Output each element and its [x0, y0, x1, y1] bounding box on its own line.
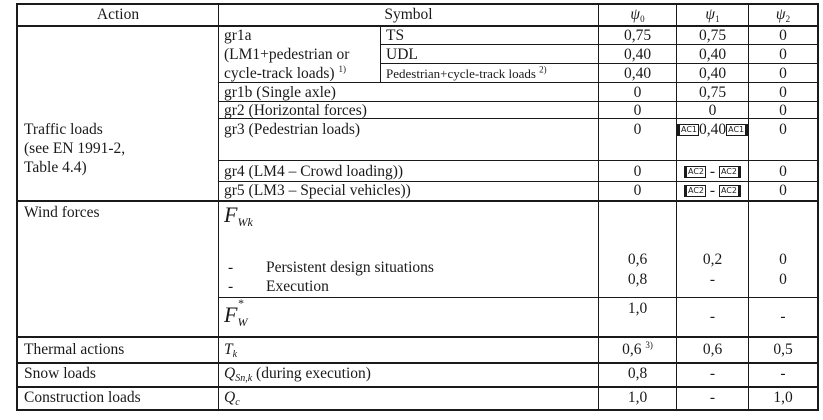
- fw-star-psi0: 1,0: [627, 300, 648, 317]
- ac2-close-marker-icon: AC2: [719, 166, 741, 178]
- fwk-persistent-psi2: 0: [779, 251, 787, 268]
- ped-psi0: 0,40: [623, 65, 652, 82]
- wind-execution-item: - Execution: [228, 278, 329, 295]
- ped-psi1: 0,40: [698, 65, 727, 82]
- table-right-border: [817, 3, 819, 411]
- table-left-border: [16, 3, 18, 411]
- gr5-psi0: 0: [633, 182, 642, 199]
- symbol-fwk: $F_{Wk}$: [224, 202, 253, 229]
- header-psi1: ψ1: [705, 6, 720, 24]
- header-action: Action: [96, 6, 140, 23]
- symbol-gr3: gr3 (Pedestrian loads): [224, 121, 361, 138]
- construction-psi2: 1,0: [773, 389, 793, 406]
- ac1-close-marker-icon: AC1: [726, 124, 748, 136]
- ts-psi2: 0: [779, 27, 787, 44]
- action-wind-forces: Wind forces: [24, 204, 100, 221]
- row-divider: [218, 297, 819, 298]
- symbol-qc: Qc: [224, 389, 240, 408]
- fwk-persistent-psi0: 0,6: [627, 251, 648, 268]
- symbol-udl: UDL: [386, 46, 418, 63]
- gr3-psi2: 0: [779, 121, 787, 138]
- section-divider: [16, 200, 819, 202]
- gr2-psi2: 0: [779, 102, 787, 119]
- symbol-tk: Tk: [224, 341, 238, 360]
- ts-psi1: 0,75: [698, 27, 727, 44]
- header-psi2: ψ2: [775, 6, 791, 24]
- header-psi0: ψ0: [630, 6, 645, 24]
- symbol-gr4: gr4 (LM4 – Crowd loading)): [224, 163, 404, 180]
- action-traffic-loads: Traffic loads (see EN 1991-2, Table 4.4): [24, 121, 126, 176]
- ped-psi2: 0: [779, 65, 787, 82]
- action-snow: Snow loads: [24, 365, 96, 382]
- udl-psi0: 0,40: [623, 46, 652, 63]
- table-bottom-border: [16, 409, 819, 411]
- ac2-open-marker-icon: AC2: [684, 185, 706, 197]
- udl-psi1: 0,40: [698, 46, 727, 63]
- gr1b-psi2: 0: [779, 84, 787, 101]
- ac1-open-marker-icon: AC1: [677, 124, 699, 136]
- fwk-execution-psi1: -: [709, 271, 716, 288]
- symbol-fw-star: F * $_W$: [224, 296, 248, 329]
- gr4-psi1: AC2 - AC2: [677, 162, 748, 181]
- action-thermal: Thermal actions: [24, 341, 125, 358]
- gr4-psi2: 0: [779, 163, 787, 180]
- col-divider-gr1a: [380, 25, 381, 82]
- ac2-open-marker-icon: AC2: [684, 166, 706, 178]
- gr1b-psi1: 0,75: [698, 84, 727, 101]
- gr2-psi1: 0: [708, 102, 717, 119]
- construction-psi0: 1,0: [627, 389, 648, 406]
- symbol-gr5: gr5 (LM3 – Special vehicles)): [224, 182, 411, 199]
- symbol-gr2: gr2 (Horizontal forces): [224, 102, 367, 119]
- udl-psi2: 0: [779, 46, 787, 63]
- fwk-execution-psi2: 0: [779, 271, 787, 288]
- gr1a-label: gr1a (LM1+pedestrian or cycle-track loads) $^{1)}$: [224, 27, 350, 82]
- gr4-psi0: 0: [633, 163, 642, 180]
- ac2-close-marker-icon: AC2: [719, 185, 741, 197]
- row-divider: [218, 160, 819, 161]
- gr5-psi1: AC2 - AC2: [677, 181, 748, 200]
- snow-psi2: -: [780, 365, 786, 382]
- thermal-psi1: 0,6: [702, 341, 723, 358]
- construction-psi1: -: [709, 389, 716, 406]
- thermal-psi0: 0,6 $^{3)}$: [622, 339, 653, 358]
- ts-psi0: 0,75: [623, 27, 652, 44]
- section-divider: [16, 336, 819, 338]
- action-construction: Construction loads: [24, 389, 141, 406]
- fwk-execution-psi0: 0,8: [627, 271, 648, 288]
- symbol-ts: TS: [386, 27, 405, 44]
- gr2-psi0: 0: [633, 102, 642, 119]
- thermal-psi2: 0,5: [773, 341, 793, 358]
- gr3-psi0: 0: [633, 121, 642, 138]
- fw-star-psi2: -: [780, 308, 786, 325]
- snow-psi1: -: [709, 365, 716, 382]
- fwk-persistent-psi1: 0,2: [702, 251, 723, 268]
- gr5-psi2: 0: [779, 182, 787, 199]
- symbol-qsnk: QSn,k (during execution): [224, 365, 371, 384]
- symbol-gr1b: gr1b (Single axle): [224, 84, 336, 101]
- col-divider-action: [218, 3, 219, 411]
- gr3-psi1: AC1 0,40 AC1: [677, 120, 748, 139]
- header-symbol: Symbol: [384, 6, 433, 23]
- fw-star-psi1: -: [709, 308, 716, 325]
- wind-persistent-item: - Persistent design situations: [228, 259, 434, 276]
- symbol-pedestrian-cycle: Pedestrian+cycle-track loads $^{2)}$: [386, 64, 547, 81]
- snow-psi0: 0,8: [627, 365, 648, 382]
- gr1b-psi0: 0: [633, 84, 642, 101]
